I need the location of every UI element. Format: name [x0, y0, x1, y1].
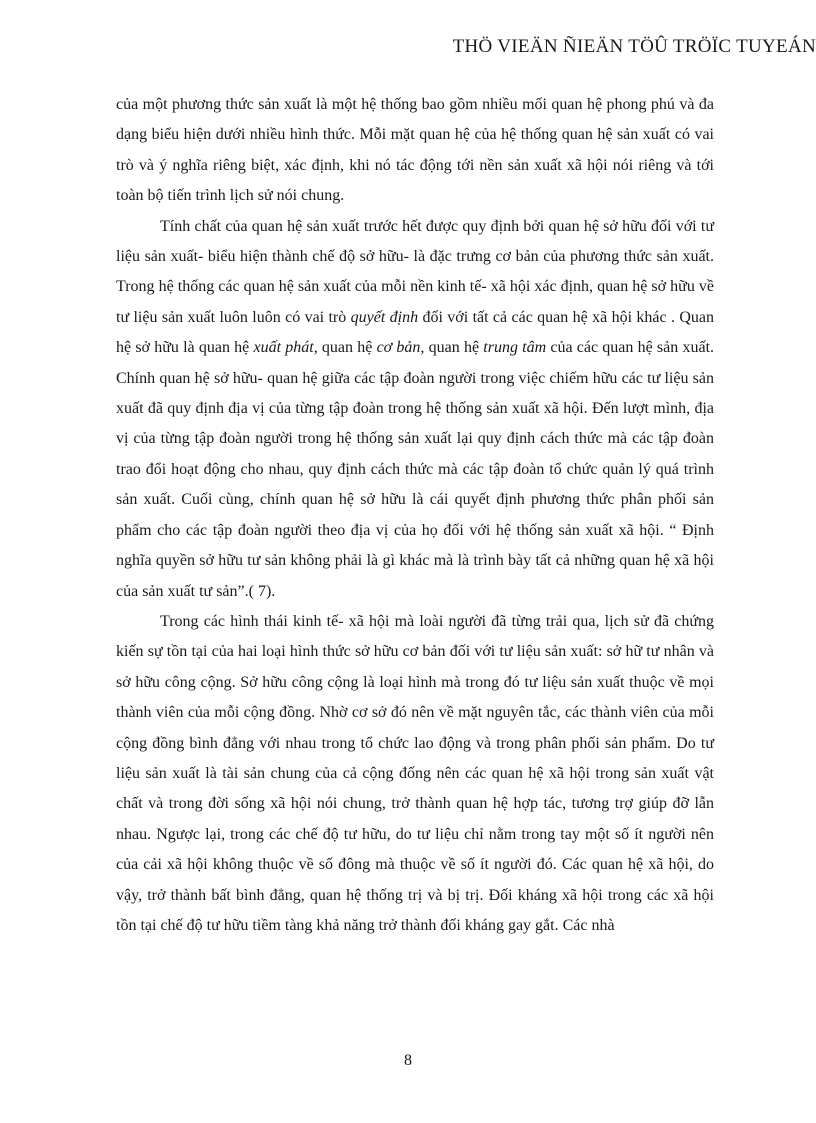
text-segment: Tính chất của quan hệ sản xuất trước hết được quy định bởi quan hệ sở hữu đối với tư liệu sản xuất- biểu hiện thành chế độ sở hữu- là đặc trưng cơ bản của phương thức sản xuất. Trong hệ thống các quan hệ sản xuất của mỗi nền kinh tế- xã hội xác định, quan hệ sở hữu về tư liệu sản xuất luôn luôn có vai trò [116, 217, 714, 326]
emphasis-text: cơ bản, [376, 339, 425, 357]
text-segment: của các quan hệ sản xuất. Chính quan hệ sở hữu- quan hệ giữa các tập đoàn người trong việc chiếm hữu các tư liệu sản xuất đã quy định địa vị của từng tập đoàn trong hệ thống sản xuất xã hội. Đến lượt mình, địa vị của từng tập đoàn người trong hệ thống sản xuất lại quy định cách thức mà các tập đoàn trao đổi hoạt động cho nhau, quy định cách thức mà các tập đoàn tổ chức quản lý quá trình sản xuất. Cuối cùng, chính quan hệ sở hữu là cái quyết định phương thức phân phối sản phẩm cho các tập đoàn người theo địa vị của họ đối với hệ thống sản xuất xã hội. “ Định nghĩa quyền sở hữu tư sản không phải là gì khác mà là trình bày tất cả những quan hệ xã hội của sản xuất tư sản”.( 7). [116, 339, 715, 600]
running-header: THÖ VIEÄN ÑIEÄN TÖÛ TRÖÏC TUYEÁN [452, 36, 816, 57]
text-segment: đối với tất cả các quan hệ xã hội khác . Quan hệ sở hữu là quan hệ [116, 308, 715, 357]
text-segment: quan hệ [424, 339, 484, 357]
text-segment: của một phương thức sản xuất là một hệ thống bao gồm nhiều mối quan hệ phong phú và đa dạng biểu hiện dưới nhiều hình thức. Mỗi mặt quan hệ của hệ thống quan hệ sản xuất có vai trò và ý nghĩa riêng biệt, xác định, khi nó tác động tới nền sản xuất xã hội nói riêng và tới toàn bộ tiến trình lịch sử nói chung. [116, 96, 714, 205]
emphasis-text: xuất phát, [253, 339, 318, 357]
paragraph-forms-of-ownership [116, 607, 714, 941]
body-text [116, 90, 714, 941]
emphasis-text: quyết định [350, 308, 419, 326]
text-segment: quan hệ [317, 339, 377, 357]
emphasis-text: trung tâm [483, 339, 547, 357]
page-number: 8 [404, 1052, 412, 1069]
paragraph-continuation [116, 90, 714, 212]
text-segment: Trong các hình thái kinh tế- xã hội mà loài người đã từng trải qua, lịch sử đã chứng kiến sự tồn tại của hai loại hình thức sở hữu cơ bản đối với tư liệu sản xuất: sở hữ tư nhân và sở hữu công cộng. Sở hữu công cộng là loại hình mà trong đó tư liệu sản xuất thuộc về mọi thành viên của mỗi cộng đồng. Nhờ cơ sở đó nên về mặt nguyên tắc, các thành viên của mỗi cộng đồng bình đẳng với nhau trong tổ chức lao động và trong phân phối sản phẩm. Do tư liệu sản xuất là tài sản chung của cả cộng đống nên các quan hệ xã hội trong sản xuất vật chất và trong đời sống xã hội nói chung, trở thành quan hệ hợp tác, tương trợ giúp đỡ lẫn nhau. Ngược lại, trong các chế độ tư hữu, do tư liệu chỉ nằm trong tay một số ít người nên của cải xã hội không thuộc về số đông mà thuộc về số ít người đó. Các quan hệ xã hội, do vậy, trở thành bất bình đẳng, quan hệ thống trị và bị trị. Đối kháng xã hội trong các xã hội tồn tại chế độ tư hữu tiềm tàng khả năng trở thành đối kháng gay gắt. Các nhà [116, 612, 714, 934]
paragraph-ownership [116, 212, 714, 607]
